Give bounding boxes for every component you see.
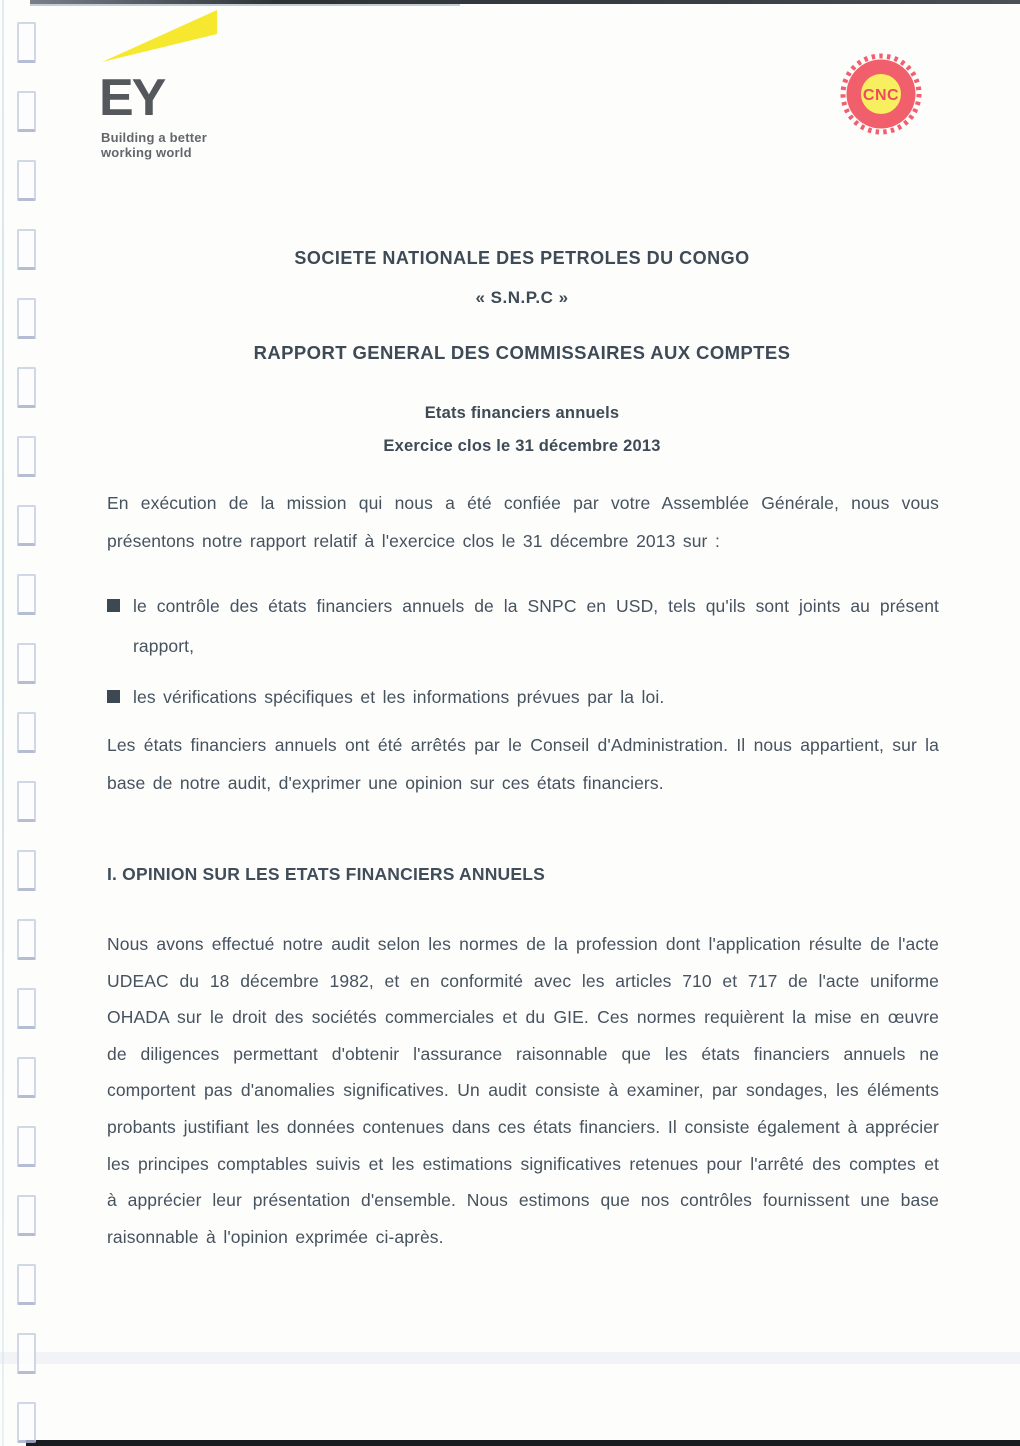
binder-hole bbox=[17, 1126, 36, 1167]
company-title: SOCIETE NATIONALE DES PETROLES DU CONGO bbox=[294, 248, 750, 268]
stamp-seal-icon bbox=[839, 52, 923, 136]
square-bullet-icon bbox=[107, 599, 120, 612]
binder-hole bbox=[17, 712, 36, 753]
binder-hole bbox=[17, 22, 36, 63]
bullet-list bbox=[107, 586, 939, 717]
opinion-paragraph: Nous avons effectué notre audit selon les normes de la profession dont l'application résulte de l'acte UDEAC du 18 décembre 1982, et en conformité avec les articles 710 et 717 de l'acte uniforme OHADA sur le droit des sociétés commerciales et du GIE. Ces normes requièrent la mise en œuvre de diligences permettant d'obtenir l'assurance raisonnable que les états financiers annuels ne comportent pas d'anomalies significatives. Un audit consiste à examiner, par sondages, les éléments probants justifiant les données contenues dans ces états financiers. Il consiste également à apprécier les principes comptables suivis et les estimations significatives retenues pour l'arrêté des comptes et à apprécier leur présentation d'ensemble. Nous estimons que nos contrôles fournissent une base raisonnable à l'opinion exprimée ci-après. bbox=[107, 934, 939, 1247]
report-subtitle-line1: Etats financiers annuels bbox=[424, 404, 620, 422]
report-title: RAPPORT GENERAL DES COMMISSAIRES AUX COMPTES bbox=[253, 342, 791, 363]
scan-edge-left bbox=[2, 0, 4, 1446]
section-heading-opinion: I. OPINION SUR LES ETATS FINANCIERS ANNUELS bbox=[107, 864, 546, 884]
bullet-text: les vérifications spécifiques et les informations prévues par la loi. bbox=[133, 687, 665, 707]
bullet-text: le contrôle des états financiers annuels de la SNPC en USD, tels qu'ils sont joints au présent rapport, bbox=[133, 596, 939, 656]
list-item bbox=[107, 677, 939, 717]
binder-hole bbox=[17, 298, 36, 339]
binder-hole bbox=[17, 1402, 36, 1443]
intro-paragraph: En exécution de la mission qui nous a été confiée par votre Assemblée Générale, nous vous présentons notre rapport relatif à l'exercice clos le 31 décembre 2013 sur : bbox=[107, 493, 939, 551]
ey-tagline-line1: Building a better bbox=[101, 130, 207, 145]
responsibility-paragraph: Les états financiers annuels ont été arrêtés par le Conseil d'Administration. Il nous appartient, sur la base de notre audit, d'exprimer une opinion sur ces états financiers. bbox=[107, 735, 939, 793]
scan-smudge bbox=[0, 1352, 1020, 1364]
binder-hole bbox=[17, 229, 36, 270]
ey-tagline bbox=[101, 130, 207, 160]
binder-hole bbox=[17, 919, 36, 960]
binder-hole bbox=[17, 91, 36, 132]
report-subtitle-line2: Exercice clos le 31 décembre 2013 bbox=[383, 437, 661, 455]
cnc-stamp bbox=[839, 52, 923, 136]
binder-hole bbox=[17, 1057, 36, 1098]
stamp-text: CNC bbox=[862, 87, 900, 104]
binder-hole bbox=[17, 160, 36, 201]
binder-hole bbox=[17, 781, 36, 822]
binder-hole bbox=[17, 574, 36, 615]
binder-hole bbox=[17, 1264, 36, 1305]
scan-edge-bottom bbox=[26, 1440, 1020, 1446]
binder-hole bbox=[17, 367, 36, 408]
company-abbreviation: « S.N.P.C » bbox=[475, 288, 569, 307]
ey-beam-icon bbox=[100, 9, 218, 64]
list-item bbox=[107, 586, 939, 666]
binder-hole bbox=[17, 850, 36, 891]
ey-logo-text: EY bbox=[99, 69, 165, 127]
square-bullet-icon bbox=[107, 690, 120, 703]
binder-hole bbox=[17, 1195, 36, 1236]
binder-hole bbox=[17, 505, 36, 546]
binder-hole bbox=[17, 436, 36, 477]
ey-tagline-line2: working world bbox=[101, 145, 192, 160]
binder-hole bbox=[17, 643, 36, 684]
binder-hole bbox=[17, 988, 36, 1029]
scan-edge-top-shadow bbox=[30, 4, 460, 6]
